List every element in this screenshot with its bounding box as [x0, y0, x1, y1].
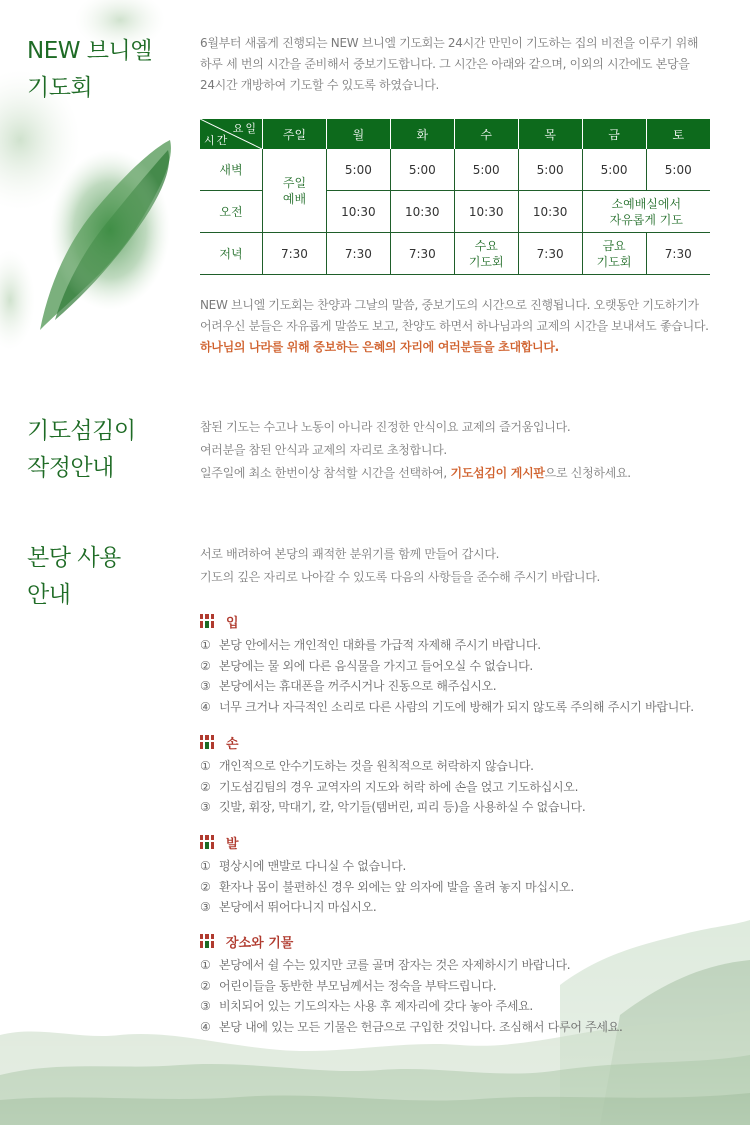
rule-number: ② [200, 978, 211, 993]
rule-number: ③ [200, 800, 211, 814]
rule-group-place [200, 931, 740, 1037]
schedule-corner-cell [200, 119, 263, 149]
prayer-schedule-table [200, 119, 710, 275]
rule-number: ④ [200, 1019, 211, 1034]
rule-text: 본당 안에서는 개인적인 대화를 가급적 자제해 주시기 바랍니다. [219, 638, 541, 652]
fri-line: 기도회 [596, 254, 632, 269]
time-cell: 10:30 [454, 191, 518, 233]
row-label: 저녁 [200, 233, 263, 275]
duty-line-text: 으로 신청하세요. [544, 466, 631, 480]
time-cell: 7:30 [390, 233, 454, 275]
rule-item [200, 777, 740, 798]
rule-item [200, 877, 740, 898]
rule-group-title: 발 [226, 836, 239, 852]
prayer-intro [200, 33, 740, 96]
rule-item [200, 756, 740, 777]
rule-number: ① [200, 859, 211, 873]
wed-line: 기도회 [468, 254, 504, 269]
schedule-row-dawn [200, 149, 710, 191]
prayer-title-line-1: NEW 브니엘 [27, 38, 152, 64]
rule-text: 어린이들을 동반한 부모님께서는 정숙을 부탁드립니다. [219, 978, 497, 993]
wednesday-prayer-cell [454, 233, 518, 275]
rule-text: 개인적으로 안수기도하는 것을 원칙적으로 허락하지 않습니다. [219, 759, 534, 773]
rule-text: 기도섬김팀의 경우 교역자의 지도와 허락 하에 손을 얹고 기도하십시오. [219, 779, 579, 794]
usage-title-line-2: 안내 [27, 582, 71, 608]
duty-line: 여러분을 참된 안식과 교제의 자리로 초청합니다. [200, 443, 447, 457]
prayer-duty-title [27, 413, 136, 487]
rule-text: 비치되어 있는 기도의자는 사용 후 제자리에 갖다 놓아 주세요. [219, 999, 533, 1013]
fri-line: 금요 [602, 238, 626, 253]
time-cell: 5:00 [582, 149, 646, 191]
prayer-meeting-title [27, 33, 152, 107]
rule-list [200, 756, 740, 818]
usage-intro-line: 기도의 깊은 자리로 나아갈 수 있도록 다음의 사항들을 준수해 주시기 바랍니다. [200, 570, 601, 584]
time-cell: 5:00 [326, 149, 390, 191]
rule-group-mouth [200, 611, 740, 717]
rule-number: ③ [200, 900, 211, 914]
rule-list [200, 856, 740, 918]
rule-item [200, 897, 740, 918]
rule-text: 본당에서 뛰어다니지 마십시오. [219, 900, 377, 914]
rule-group-title: 입 [226, 615, 239, 631]
rule-item [200, 1017, 740, 1038]
time-cell: 5:00 [646, 149, 710, 191]
usage-title-line-1: 본당 사용 [27, 545, 121, 571]
prayer-outro-line: NEW 브니엘 기도회는 찬양과 그날의 말씀, 중보기도의 시간으로 진행됩니다. 오랫동안 기도하기가 [200, 298, 699, 312]
rule-item [200, 976, 740, 997]
rule-item [200, 697, 740, 718]
corner-time-label: 시간 [204, 134, 230, 147]
prayer-outro-line: 어려우신 분들은 자유롭게 말씀도 보고, 찬양도 하면서 하나님과의 교제의 시간을 보내셔도 좋습니다. [200, 319, 709, 333]
day-header: 금 [582, 119, 646, 149]
time-cell: 7:30 [326, 233, 390, 275]
duty-title-line-1: 기도섬김이 [27, 418, 136, 444]
time-cell: 10:30 [326, 191, 390, 233]
day-header: 목 [518, 119, 582, 149]
usage-intro [200, 543, 740, 589]
free-prayer-cell [582, 191, 710, 233]
free-prayer-line: 소예배실에서 [611, 196, 682, 211]
free-prayer-line: 자유롭게 기도 [609, 212, 683, 227]
rule-text: 본당에서 쉴 수는 있지만 코를 골며 잠자는 것은 자제하시기 바랍니다. [219, 958, 571, 972]
time-cell: 7:30 [646, 233, 710, 275]
row-label: 오전 [200, 191, 263, 233]
rule-text: 평상시에 맨발로 다니실 수 없습니다. [219, 859, 406, 873]
rule-item [200, 955, 740, 976]
rule-number: ② [200, 658, 211, 673]
cross-flag-icon [200, 735, 214, 749]
cross-flag-icon [200, 835, 214, 849]
duty-line-text: 일주일에 최소 한번이상 참석할 시간을 선택하여, [200, 466, 451, 480]
duty-text [200, 416, 740, 485]
rule-item [200, 656, 740, 677]
prayer-outro [200, 295, 740, 358]
prayer-title-line-2: 기도회 [27, 75, 93, 101]
rule-group-title: 장소와 기물 [226, 935, 294, 951]
cross-flag-icon [200, 934, 214, 948]
rule-group-title: 손 [226, 736, 239, 752]
rule-item [200, 996, 740, 1017]
rule-item [200, 797, 740, 818]
time-cell: 5:00 [518, 149, 582, 191]
rule-text: 본당에는 물 외에 다른 음식물을 가지고 들어오실 수 없습니다. [219, 658, 533, 673]
day-header: 주일 [263, 119, 327, 149]
cross-flag-icon [200, 614, 214, 628]
time-cell: 5:00 [454, 149, 518, 191]
time-cell: 5:00 [390, 149, 454, 191]
prayer-board-link[interactable]: 기도섬김이 게시판 [450, 466, 545, 480]
rule-group-foot [200, 832, 740, 918]
day-header: 화 [390, 119, 454, 149]
prayer-invitation-highlight: 하나님의 나라를 위해 중보하는 은혜의 자리에 여러분들을 초대합니다. [200, 340, 559, 354]
rule-number: ② [200, 779, 211, 794]
prayer-intro-line: 24시간 개방하여 기도할 수 있도록 하였습니다. [200, 78, 440, 92]
schedule-row-evening [200, 233, 710, 275]
sunday-service-cell [263, 149, 327, 233]
sunday-service-line: 예배 [282, 191, 307, 206]
duty-title-line-2: 작정안내 [27, 455, 114, 481]
rule-number: ① [200, 638, 211, 652]
day-header: 수 [454, 119, 518, 149]
rule-text: 본당에서는 휴대폰을 꺼주시거나 진동으로 해주십시오. [219, 679, 497, 693]
sanctuary-usage-title [27, 540, 121, 614]
rule-number: ② [200, 879, 211, 894]
rule-list [200, 955, 740, 1037]
rule-list [200, 635, 740, 717]
day-header: 월 [326, 119, 390, 149]
rule-number: ④ [200, 699, 211, 714]
rule-text: 환자나 몸이 불편하신 경우 외에는 앞 의자에 발을 올려 놓지 마십시오. [219, 879, 574, 894]
rule-number: ① [200, 759, 211, 773]
rule-item [200, 676, 740, 697]
duty-line [200, 462, 740, 485]
usage-intro-line: 서로 배려하여 본당의 쾌적한 분위기를 함께 만들어 갑시다. [200, 547, 500, 561]
rule-group-hand [200, 732, 740, 818]
rule-text: 본당 내에 있는 모든 기물은 헌금으로 구입한 것입니다. 조심해서 다루어 주세요. [219, 1019, 623, 1034]
rule-item [200, 635, 740, 656]
day-header: 토 [646, 119, 710, 149]
rule-text: 깃발, 휘장, 막대기, 칼, 악기들(템버린, 피리 등)을 사용하실 수 없습니다. [219, 800, 586, 814]
rule-number: ③ [200, 999, 211, 1013]
schedule-header-row [200, 119, 710, 149]
corner-day-label: 요일 [232, 122, 258, 135]
rule-text: 너무 크거나 자극적인 소리로 다른 사람의 기도에 방해가 되지 않도록 주의해 주시기 바랍니다. [219, 699, 694, 714]
time-cell: 10:30 [390, 191, 454, 233]
friday-prayer-cell [582, 233, 646, 275]
rule-number: ① [200, 958, 211, 972]
row-label: 새벽 [200, 149, 263, 191]
time-cell: 7:30 [518, 233, 582, 275]
rule-item [200, 856, 740, 877]
time-cell: 7:30 [263, 233, 327, 275]
sunday-service-line: 주일 [282, 175, 307, 190]
wed-line: 수요 [474, 238, 498, 253]
prayer-intro-line: 6월부터 새롭게 진행되는 NEW 브니엘 기도회는 24시간 만민이 기도하는 집의 비전을 이루기 위해 [200, 36, 699, 50]
rule-number: ③ [200, 679, 211, 693]
time-cell: 10:30 [518, 191, 582, 233]
duty-line: 참된 기도는 수고나 노동이 아니라 진정한 안식이요 교제의 즐거움입니다. [200, 420, 571, 434]
prayer-intro-line: 하루 세 번의 시간을 준비해서 중보기도합니다. 그 시간은 아래와 같으며, 이외의 시간에도 본당을 [200, 57, 690, 71]
